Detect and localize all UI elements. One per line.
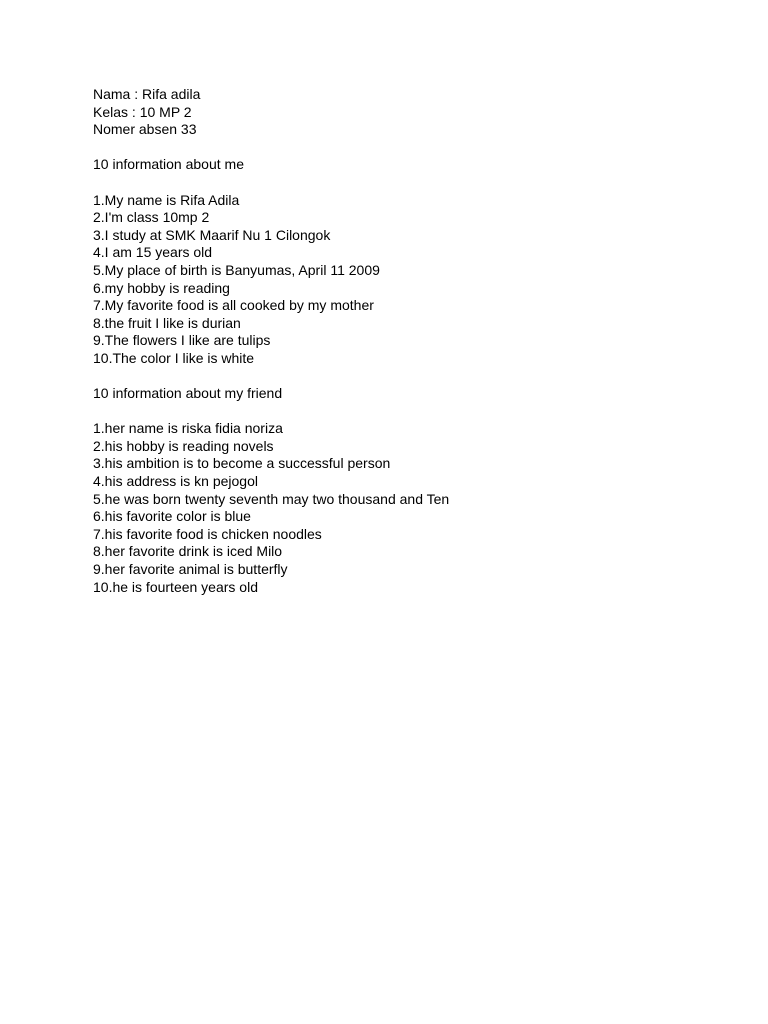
list-item: 1.My name is Rifa Adila: [93, 191, 240, 208]
student-header: [93, 86, 733, 139]
list-item: 2.his hobby is reading novels: [93, 437, 274, 454]
student-name-line: Nama : Rifa adila: [93, 86, 201, 102]
about-me-list: [93, 192, 733, 368]
list-item: 8.the fruit I like is durian: [93, 314, 241, 331]
list-item: 5.he was born twenty seventh may two thousand and Ten: [93, 490, 450, 507]
list-item: 9.The flowers I like are tulips: [93, 332, 271, 349]
document-page: [93, 86, 733, 596]
list-item: 8.her favorite drink is iced Milo: [93, 543, 283, 560]
list-item: 7.My favorite food is all cooked by my mother: [93, 297, 374, 314]
section-title-about-friend: 10 information about my friend: [93, 385, 283, 402]
list-item: 7.his favorite food is chicken noodles: [93, 525, 322, 542]
list-item: 5.My place of birth is Banyumas, April 11 2009: [93, 261, 380, 278]
section-about-me: [93, 156, 733, 367]
list-item: 6.my hobby is reading: [93, 279, 230, 296]
blank-line: [93, 368, 733, 386]
student-absen-line: Nomer absen 33: [93, 121, 197, 138]
list-item: 3.I study at SMK Maarif Nu 1 Cilongok: [93, 226, 331, 243]
list-item: 10.he is fourteen years old: [93, 578, 258, 595]
list-item: 10.The color I like is white: [93, 349, 255, 366]
list-item: 6.his favorite color is blue: [93, 508, 251, 525]
list-item: 9.her favorite animal is butterfly: [93, 561, 288, 578]
list-item: 2.I'm class 10mp 2: [93, 209, 210, 226]
list-item: 3.his ambition is to become a successful person: [93, 455, 391, 472]
about-friend-list: [93, 420, 733, 596]
list-item: 4.his address is kn pejogol: [93, 473, 258, 490]
section-about-friend: [93, 385, 733, 596]
blank-line: [93, 403, 733, 421]
blank-line: [93, 174, 733, 192]
list-item: 4.I am 15 years old: [93, 244, 213, 261]
section-title-about-me: 10 information about me: [93, 156, 244, 173]
list-item: 1.her name is riska fidia noriza: [93, 420, 283, 437]
student-class-line: Kelas : 10 MP 2: [93, 103, 192, 120]
blank-line: [93, 139, 733, 157]
